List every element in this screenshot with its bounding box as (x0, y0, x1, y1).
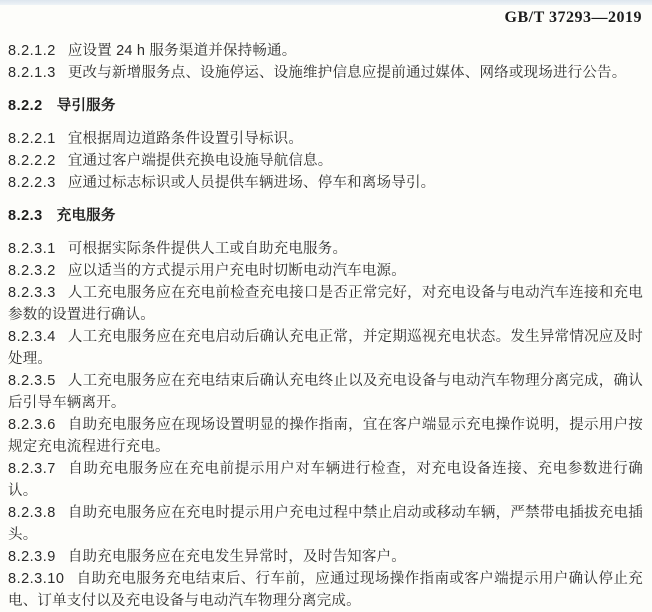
clause-8-2-3-7 (8, 458, 643, 502)
section-title: 充电服务 (56, 208, 116, 224)
clause-number: 8.2.1.2 (8, 43, 56, 59)
clause-text: 人工充电服务应在充电前检查充电接口是否正常完好，对充电设备与电动汽车连接和充电参数的设置进行确认。 (8, 285, 643, 323)
clause-8-2-3-6 (8, 414, 643, 458)
clause-8-2-1-2 (8, 40, 643, 62)
clause-number: 8.2.3.3 (8, 285, 56, 301)
clause-text: 更改与新增服务点、设施停运、设施维护信息应提前通过媒体、网络或现场进行公告。 (67, 65, 627, 81)
standard-number-header: GB/T 37293—2019 (504, 9, 642, 26)
clause-8-2-2-3 (8, 172, 643, 194)
clause-number: 8.2.3.10 (8, 571, 65, 587)
clause-number: 8.2.1.3 (8, 65, 56, 81)
clause-text: 自助充电服务充电结束后、行车前，应通过现场操作指南或客户端提示用户确认停止充电、订单支付以及充电设备与电动汽车物理分离完成。 (8, 571, 643, 609)
clause-8-2-3-1 (8, 238, 643, 260)
clause-8-2-3-10 (8, 568, 643, 612)
document-body (0, 30, 652, 612)
clause-text: 自助充电服务应在充电时提示用户充电过程中禁止启动或移动车辆，严禁带电插拔充电插头。 (8, 505, 643, 543)
clause-number: 8.2.3.4 (8, 329, 56, 345)
clause-8-2-3-5 (8, 370, 643, 414)
clause-text: 应设置 24 h 服务渠道并保持畅通。 (67, 43, 297, 59)
clause-8-2-3-8 (8, 502, 643, 546)
clause-8-2-3-4 (8, 326, 643, 370)
clause-8-2-1-3 (8, 62, 643, 84)
clause-number: 8.2.3.5 (8, 373, 56, 389)
clause-text: 宜通过客户端提供充换电设施导航信息。 (67, 153, 333, 169)
clause-number: 8.2.3.1 (8, 241, 56, 257)
clause-text: 人工充电服务应在充电启动后确认充电正常，并定期巡视充电状态。发生异常情况应及时处理。 (8, 329, 643, 367)
clause-number: 8.2.3.7 (8, 461, 56, 477)
clause-number: 8.2.3.2 (8, 263, 56, 279)
clause-8-2-3-9 (8, 546, 643, 568)
clause-number: 8.2.2.2 (8, 153, 56, 169)
clause-text: 人工充电服务应在充电结束后确认充电终止以及充电设备与电动汽车物理分离完成，确认后引导车辆离开。 (8, 373, 643, 411)
clause-number: 8.2.3.9 (8, 549, 56, 565)
clause-text: 应通过标志标识或人员提供车辆进场、停车和离场导引。 (67, 175, 436, 191)
clause-number: 8.2.3.8 (8, 505, 56, 521)
clause-8-2-2-2 (8, 150, 643, 172)
clause-number: 8.2.3.6 (8, 417, 56, 433)
section-title: 导引服务 (56, 98, 116, 114)
clause-text: 可根据实际条件提供人工或自助充电服务。 (67, 241, 348, 257)
clause-text: 宜根据周边道路条件设置引导标识。 (67, 131, 304, 147)
clause-8-2-2-1 (8, 128, 643, 150)
clause-number: 8.2.2.3 (8, 175, 56, 191)
section-heading-8-2-2 (8, 95, 643, 117)
clause-text: 自助充电服务应在现场设置明显的操作指南，宜在客户端显示充电操作说明，提示用户按规定充电流程进行充电。 (8, 417, 643, 455)
section-number: 8.2.3 (8, 208, 43, 224)
clause-number: 8.2.2.1 (8, 131, 56, 147)
clause-text: 应以适当的方式提示用户充电时切断电动汽车电源。 (67, 263, 406, 279)
clause-8-2-3-3 (8, 282, 643, 326)
clause-text: 自助充电服务应在充电发生异常时，及时告知客户。 (67, 549, 406, 565)
section-heading-8-2-3 (8, 205, 643, 227)
section-number: 8.2.2 (8, 98, 43, 114)
clause-text: 自助充电服务应在充电前提示用户对车辆进行检查，对充电设备连接、充电参数进行确认。 (8, 461, 643, 499)
clause-8-2-3-2 (8, 260, 643, 282)
